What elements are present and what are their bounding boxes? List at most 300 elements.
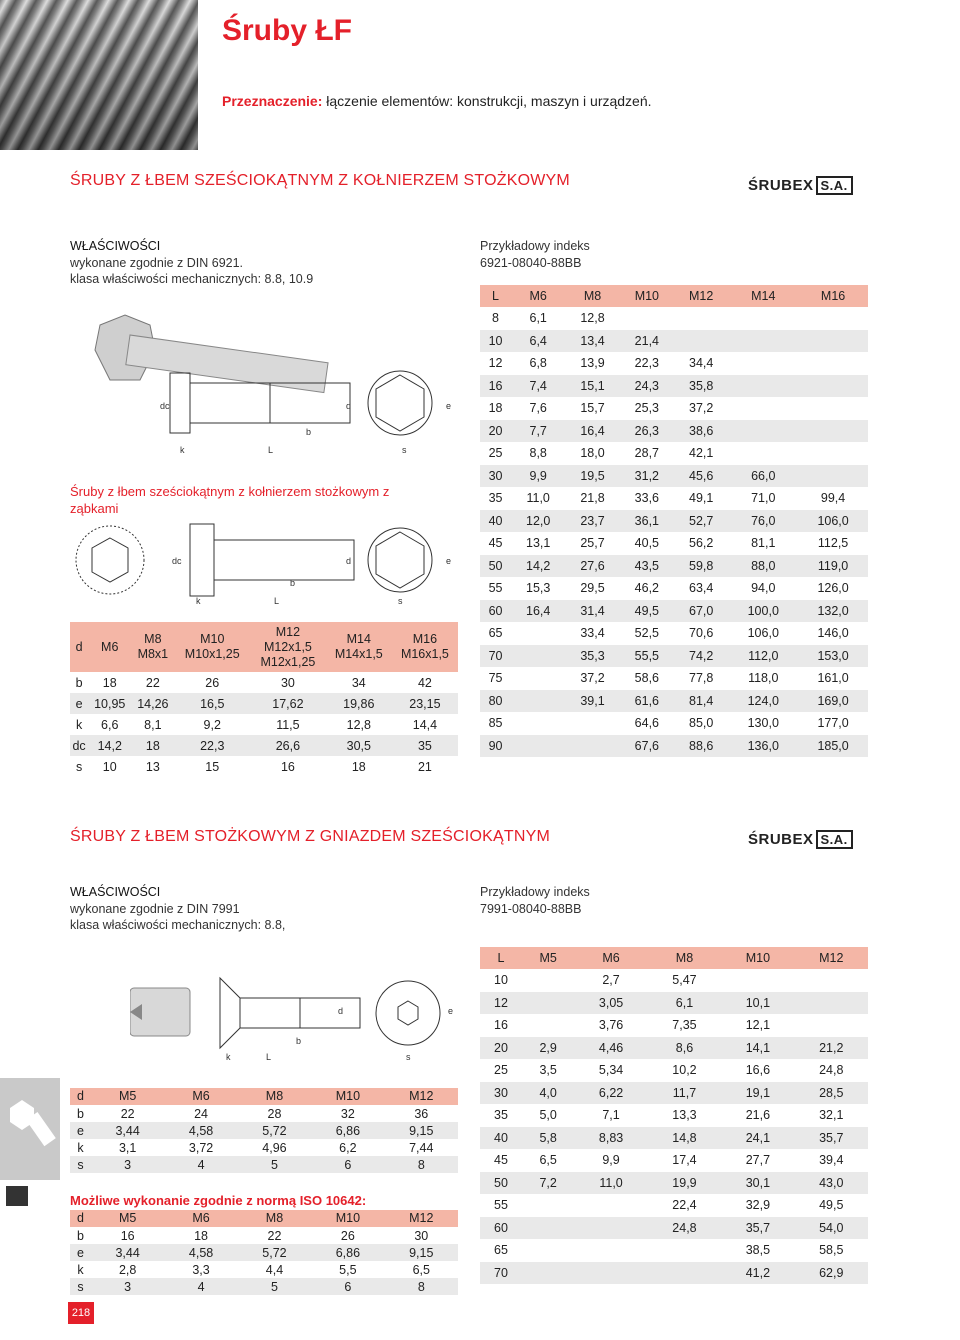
- table-cell: 100,0: [728, 600, 798, 623]
- index-label: Przykładowy indeks: [480, 239, 590, 253]
- table-row: [480, 330, 868, 353]
- table-cell: e: [70, 1122, 91, 1139]
- table-cell: 36,1: [620, 510, 674, 533]
- table-cell: 42,1: [674, 442, 728, 465]
- table-cell: 40: [480, 1127, 522, 1150]
- table-cell: [798, 442, 868, 465]
- header-cell: M6: [164, 1210, 237, 1227]
- table-cell: [511, 667, 565, 690]
- flange-bolt-drawing: [70, 305, 460, 465]
- header-cell: M8: [648, 947, 721, 969]
- countersunk-bolt-drawing: [130, 968, 460, 1068]
- head-top-circle: [376, 981, 440, 1045]
- table-row: [480, 352, 868, 375]
- table-cell: [721, 969, 794, 992]
- table-cell: 6,1: [511, 307, 565, 330]
- table-cell: [728, 307, 798, 330]
- table-cell: 49,5: [795, 1194, 868, 1217]
- table-row: [480, 577, 868, 600]
- table-cell: 24,3: [620, 375, 674, 398]
- table-cell: 28,7: [620, 442, 674, 465]
- table-cell: [798, 352, 868, 375]
- table-cell: 2,7: [574, 969, 647, 992]
- table-cell: 35: [480, 1104, 522, 1127]
- table-cell: 12: [480, 992, 522, 1015]
- brand-box: [816, 176, 853, 195]
- brand-logo: [748, 830, 855, 849]
- table-cell: 21,8: [565, 487, 619, 510]
- table-row: [480, 510, 868, 533]
- table-cell: 54,0: [795, 1217, 868, 1240]
- table-cell: 49,5: [620, 600, 674, 623]
- header-cell: d: [70, 1210, 91, 1227]
- table-cell: 17,62: [250, 693, 326, 714]
- table-cell: 58,5: [795, 1239, 868, 1262]
- table-cell: 5,34: [574, 1059, 647, 1082]
- table-cell: 65: [480, 1239, 522, 1262]
- svg-text:b: b: [306, 427, 312, 437]
- section1-properties: [70, 238, 313, 288]
- table-cell: 30: [250, 672, 326, 693]
- table-cell: 11,0: [574, 1172, 647, 1195]
- weight-header-row: [480, 285, 868, 307]
- svg-text:e: e: [446, 401, 452, 411]
- table-cell: [798, 420, 868, 443]
- svg-text:s: s: [398, 596, 403, 606]
- table-cell: 62,9: [795, 1262, 868, 1285]
- table-cell: [522, 1217, 574, 1240]
- table-cell: 10: [480, 330, 511, 353]
- table-cell: 67,0: [674, 600, 728, 623]
- sidebar-icon-strip: [0, 1078, 60, 1180]
- hex-top-circle: [368, 371, 432, 435]
- table-cell: 31,4: [565, 600, 619, 623]
- table-row: [70, 1278, 458, 1295]
- table-cell: 6,22: [574, 1082, 647, 1105]
- table-cell: 22: [238, 1227, 311, 1244]
- section1-spec-table: [70, 622, 458, 777]
- iso-spec-table: [70, 1210, 458, 1295]
- table-cell: 16: [480, 375, 511, 398]
- table-cell: 8,8: [511, 442, 565, 465]
- table-row: [480, 690, 868, 713]
- table-row: [480, 622, 868, 645]
- table-cell: 130,0: [728, 712, 798, 735]
- table-cell: 99,4: [798, 487, 868, 510]
- svg-text:k: k: [180, 445, 185, 455]
- svg-text:k: k: [226, 1052, 231, 1062]
- header-cell: M6: [164, 1088, 237, 1105]
- table-row: [480, 487, 868, 510]
- table-cell: 5,8: [522, 1127, 574, 1150]
- table-cell: 3,1: [91, 1139, 164, 1156]
- header-cell: M8: [238, 1210, 311, 1227]
- table-cell: [795, 969, 868, 992]
- table-cell: 70: [480, 645, 511, 668]
- table-cell: s: [70, 756, 88, 777]
- table-cell: [674, 330, 728, 353]
- table-row: [70, 1105, 458, 1122]
- table-cell: 4,58: [164, 1122, 237, 1139]
- table-cell: 25,7: [565, 532, 619, 555]
- table-cell: 24,8: [648, 1217, 721, 1240]
- table-cell: 33,4: [565, 622, 619, 645]
- table-cell: [522, 1239, 574, 1262]
- table-cell: 22: [131, 672, 174, 693]
- table-cell: 21,2: [795, 1037, 868, 1060]
- svg-text:e: e: [446, 556, 452, 566]
- table-cell: 81,1: [728, 532, 798, 555]
- table-cell: 8,6: [648, 1037, 721, 1060]
- section2-properties: [70, 884, 285, 934]
- svg-text:L: L: [274, 596, 280, 606]
- table-row: [480, 1037, 868, 1060]
- table-cell: 11,0: [511, 487, 565, 510]
- table-cell: 35,7: [721, 1217, 794, 1240]
- table-cell: 5,0: [522, 1104, 574, 1127]
- brand-logo: [748, 176, 855, 195]
- table-row: [480, 442, 868, 465]
- table-row: [480, 1014, 868, 1037]
- table-cell: 55: [480, 577, 511, 600]
- table-cell: e: [70, 693, 88, 714]
- header-cell: M12 M12x1,5 M12x1,25: [250, 622, 326, 672]
- table-cell: 85,0: [674, 712, 728, 735]
- table-cell: 80: [480, 690, 511, 713]
- table-cell: 30: [385, 1227, 458, 1244]
- table-cell: 23,15: [392, 693, 458, 714]
- table-cell: [795, 1014, 868, 1037]
- table-row: [480, 375, 868, 398]
- header-cell: M12: [385, 1088, 458, 1105]
- table-cell: 14,2: [88, 735, 131, 756]
- header-cell: M10: [311, 1210, 384, 1227]
- table-cell: 15,3: [511, 577, 565, 600]
- table-cell: [798, 307, 868, 330]
- table-cell: 3,72: [164, 1139, 237, 1156]
- table-cell: 35,8: [674, 375, 728, 398]
- table-cell: 29,5: [565, 577, 619, 600]
- table-cell: 4,96: [238, 1139, 311, 1156]
- table-cell: 6,6: [88, 714, 131, 735]
- table-cell: 124,0: [728, 690, 798, 713]
- table-cell: 67,6: [620, 735, 674, 758]
- table-cell: 16,4: [511, 600, 565, 623]
- index-label: Przykładowy indeks: [480, 885, 590, 899]
- head-side-view: [190, 524, 214, 596]
- table-cell: 7,35: [648, 1014, 721, 1037]
- section1-weight-table: [480, 285, 868, 757]
- header-cell: M5: [91, 1210, 164, 1227]
- svg-text:d: d: [346, 556, 352, 566]
- table-cell: 3: [91, 1156, 164, 1173]
- table-cell: [522, 1262, 574, 1285]
- table-cell: 30: [480, 465, 511, 488]
- index-value: 6921-08040-88BB: [480, 255, 582, 270]
- table-row: [480, 1059, 868, 1082]
- table-cell: 45: [480, 532, 511, 555]
- table-row: [70, 756, 458, 777]
- table-cell: 26,3: [620, 420, 674, 443]
- table-cell: [511, 735, 565, 758]
- header-cell: M6: [511, 285, 565, 307]
- header-cell: M8: [565, 285, 619, 307]
- table-cell: 35: [480, 487, 511, 510]
- table-cell: 28: [238, 1105, 311, 1122]
- props-line: wykonane zgodnie z DIN 7991: [70, 901, 240, 916]
- brand-suffix: S.A.: [820, 178, 848, 193]
- table-cell: 6,8: [511, 352, 565, 375]
- table-cell: 37,2: [674, 397, 728, 420]
- table-cell: 28,5: [795, 1082, 868, 1105]
- table-cell: [511, 712, 565, 735]
- table-cell: 132,0: [798, 600, 868, 623]
- table-row: [480, 1172, 868, 1195]
- table-cell: 55,5: [620, 645, 674, 668]
- section1-title: ŚRUBY Z ŁBEM SZEŚCIOKĄTNYM Z KOŁNIERZEM STOŻKOWYM: [70, 172, 570, 189]
- table-cell: 52,5: [620, 622, 674, 645]
- table-cell: 14,1: [721, 1037, 794, 1060]
- table-cell: 3,05: [574, 992, 647, 1015]
- table-cell: 18: [164, 1227, 237, 1244]
- table-row: [480, 600, 868, 623]
- table-row: [480, 735, 868, 758]
- brand-name: ŚRUBEX: [748, 177, 814, 194]
- table-cell: 6,5: [385, 1261, 458, 1278]
- table-row: [480, 1262, 868, 1285]
- table-cell: 46,2: [620, 577, 674, 600]
- table-row: [70, 1261, 458, 1278]
- table-cell: 34: [326, 672, 392, 693]
- table-cell: 5: [238, 1278, 311, 1295]
- table-cell: 64,6: [620, 712, 674, 735]
- table-cell: b: [70, 1105, 91, 1122]
- table-cell: s: [70, 1278, 91, 1295]
- header-cell: M8 M8x1: [131, 622, 174, 672]
- table-cell: 106,0: [728, 622, 798, 645]
- header-cell: M10: [311, 1088, 384, 1105]
- serration-circle: [76, 526, 144, 594]
- table-cell: 14,2: [511, 555, 565, 578]
- table-cell: 126,0: [798, 577, 868, 600]
- table-cell: 15,1: [565, 375, 619, 398]
- purpose-label: Przeznaczenie:: [222, 93, 323, 109]
- header-cell: M8: [238, 1088, 311, 1105]
- svg-text:e: e: [448, 1006, 454, 1016]
- table-cell: 9,9: [511, 465, 565, 488]
- table-cell: 19,1: [721, 1082, 794, 1105]
- header-cell: M12: [674, 285, 728, 307]
- table-cell: [620, 307, 674, 330]
- purpose-line: [222, 93, 652, 109]
- table-cell: 119,0: [798, 555, 868, 578]
- table-cell: 19,86: [326, 693, 392, 714]
- table-cell: 6,5: [522, 1149, 574, 1172]
- header-cell: M10: [721, 947, 794, 969]
- svg-text:b: b: [290, 578, 296, 588]
- table-cell: [798, 330, 868, 353]
- table-cell: 12,8: [326, 714, 392, 735]
- hex-top-view: [376, 375, 424, 431]
- table-cell: 161,0: [798, 667, 868, 690]
- table-cell: 14,8: [648, 1127, 721, 1150]
- table-cell: 30,1: [721, 1172, 794, 1195]
- svg-text:L: L: [268, 445, 274, 455]
- table-cell: 106,0: [798, 510, 868, 533]
- table-cell: [728, 442, 798, 465]
- table-cell: b: [70, 672, 88, 693]
- table-cell: 49,1: [674, 487, 728, 510]
- section2-weight-table: [480, 947, 868, 1284]
- table-cell: [574, 1194, 647, 1217]
- table-cell: 37,2: [565, 667, 619, 690]
- table-cell: 22,3: [620, 352, 674, 375]
- table-cell: 185,0: [798, 735, 868, 758]
- table-cell: 13,3: [648, 1104, 721, 1127]
- hex-top-view: [376, 532, 424, 588]
- table-cell: k: [70, 1139, 91, 1156]
- table-cell: k: [70, 1261, 91, 1278]
- table-cell: 25,3: [620, 397, 674, 420]
- table-cell: 50: [480, 1172, 522, 1195]
- table-cell: 25: [480, 1059, 522, 1082]
- header-cell: M5: [91, 1088, 164, 1105]
- table-cell: 6,4: [511, 330, 565, 353]
- table-cell: 13,1: [511, 532, 565, 555]
- table-cell: 88,6: [674, 735, 728, 758]
- table-row: [480, 992, 868, 1015]
- table-row: [480, 1082, 868, 1105]
- table-cell: 30: [480, 1082, 522, 1105]
- table-cell: [511, 645, 565, 668]
- table-row: [70, 1122, 458, 1139]
- table-cell: 9,15: [385, 1122, 458, 1139]
- header-cell: M12: [385, 1210, 458, 1227]
- table-cell: [565, 712, 619, 735]
- table-cell: 60: [480, 600, 511, 623]
- table-cell: 6,2: [311, 1139, 384, 1156]
- table-cell: 52,7: [674, 510, 728, 533]
- table-cell: 7,4: [511, 375, 565, 398]
- table-cell: 16,4: [565, 420, 619, 443]
- bolt-icon: [0, 1078, 60, 1180]
- weight-header-row: [480, 947, 868, 969]
- table-cell: [798, 465, 868, 488]
- table-row: [480, 645, 868, 668]
- serrated-bolt-drawing: [70, 520, 460, 610]
- table-cell: 5: [238, 1156, 311, 1173]
- table-cell: 31,2: [620, 465, 674, 488]
- table-cell: [728, 330, 798, 353]
- table-cell: 6,1: [648, 992, 721, 1015]
- table-cell: 12,8: [565, 307, 619, 330]
- table-cell: 63,4: [674, 577, 728, 600]
- table-cell: 22,3: [174, 735, 250, 756]
- table-cell: 26: [174, 672, 250, 693]
- table-cell: 8: [480, 307, 511, 330]
- table-cell: 40: [480, 510, 511, 533]
- table-cell: 12,0: [511, 510, 565, 533]
- spec-header-row: [70, 622, 458, 672]
- brand-name: ŚRUBEX: [748, 831, 814, 848]
- table-cell: 22,4: [648, 1194, 721, 1217]
- svg-text:d: d: [338, 1006, 344, 1016]
- table-cell: 10: [480, 969, 522, 992]
- table-cell: [522, 1014, 574, 1037]
- header-cell: d: [70, 1088, 91, 1105]
- header-cell: M16 M16x1,5: [392, 622, 458, 672]
- table-cell: 45,6: [674, 465, 728, 488]
- table-cell: 4,46: [574, 1037, 647, 1060]
- table-cell: 40,5: [620, 532, 674, 555]
- table-cell: 6,86: [311, 1122, 384, 1139]
- table-cell: [511, 690, 565, 713]
- table-cell: 21,4: [620, 330, 674, 353]
- table-cell: 74,2: [674, 645, 728, 668]
- table-cell: [728, 375, 798, 398]
- table-cell: 16: [91, 1227, 164, 1244]
- table-cell: 35,7: [795, 1127, 868, 1150]
- table-row: [70, 714, 458, 735]
- table-cell: 14,4: [392, 714, 458, 735]
- table-cell: 23,7: [565, 510, 619, 533]
- table-row: [70, 1139, 458, 1156]
- table-cell: 136,0: [728, 735, 798, 758]
- hex-socket-top: [398, 1001, 418, 1025]
- table-cell: [522, 1194, 574, 1217]
- table-cell: 10: [88, 756, 131, 777]
- table-cell: 26: [311, 1227, 384, 1244]
- table-row: [480, 1217, 868, 1240]
- table-cell: 15: [174, 756, 250, 777]
- svg-text:k: k: [196, 596, 201, 606]
- table-cell: 169,0: [798, 690, 868, 713]
- table-cell: 4,58: [164, 1244, 237, 1261]
- table-row: [480, 667, 868, 690]
- table-cell: 3,5: [522, 1059, 574, 1082]
- props-heading: WŁAŚCIWOŚCI: [70, 239, 161, 253]
- table-row: [480, 420, 868, 443]
- table-cell: 18: [131, 735, 174, 756]
- header-cell: M6: [574, 947, 647, 969]
- table-cell: 7,44: [385, 1139, 458, 1156]
- table-row: [70, 672, 458, 693]
- table-cell: 20: [480, 1037, 522, 1060]
- table-cell: [728, 352, 798, 375]
- table-cell: [522, 992, 574, 1015]
- head-side-view: [170, 373, 190, 433]
- table-cell: 32: [311, 1105, 384, 1122]
- table-cell: 9,15: [385, 1244, 458, 1261]
- table-cell: [728, 397, 798, 420]
- table-cell: 118,0: [728, 667, 798, 690]
- table-cell: 88,0: [728, 555, 798, 578]
- header-cell: M12: [795, 947, 868, 969]
- table-cell: 33,6: [620, 487, 674, 510]
- table-cell: dc: [70, 735, 88, 756]
- header-cell: M10: [620, 285, 674, 307]
- table-cell: 15,7: [565, 397, 619, 420]
- iso-title: Możliwe wykonanie zgodnie z normą ISO 10642:: [70, 1193, 367, 1208]
- table-cell: e: [70, 1244, 91, 1261]
- table-cell: 3,3: [164, 1261, 237, 1278]
- table-row: [70, 1227, 458, 1244]
- section1-subtitle: Śruby z łbem sześciokątnym z kołnierzem stożkowym z ząbkami: [70, 484, 390, 516]
- table-cell: 9,9: [574, 1149, 647, 1172]
- brand-box: [816, 830, 853, 849]
- table-cell: 18: [88, 672, 131, 693]
- table-cell: [574, 1239, 647, 1262]
